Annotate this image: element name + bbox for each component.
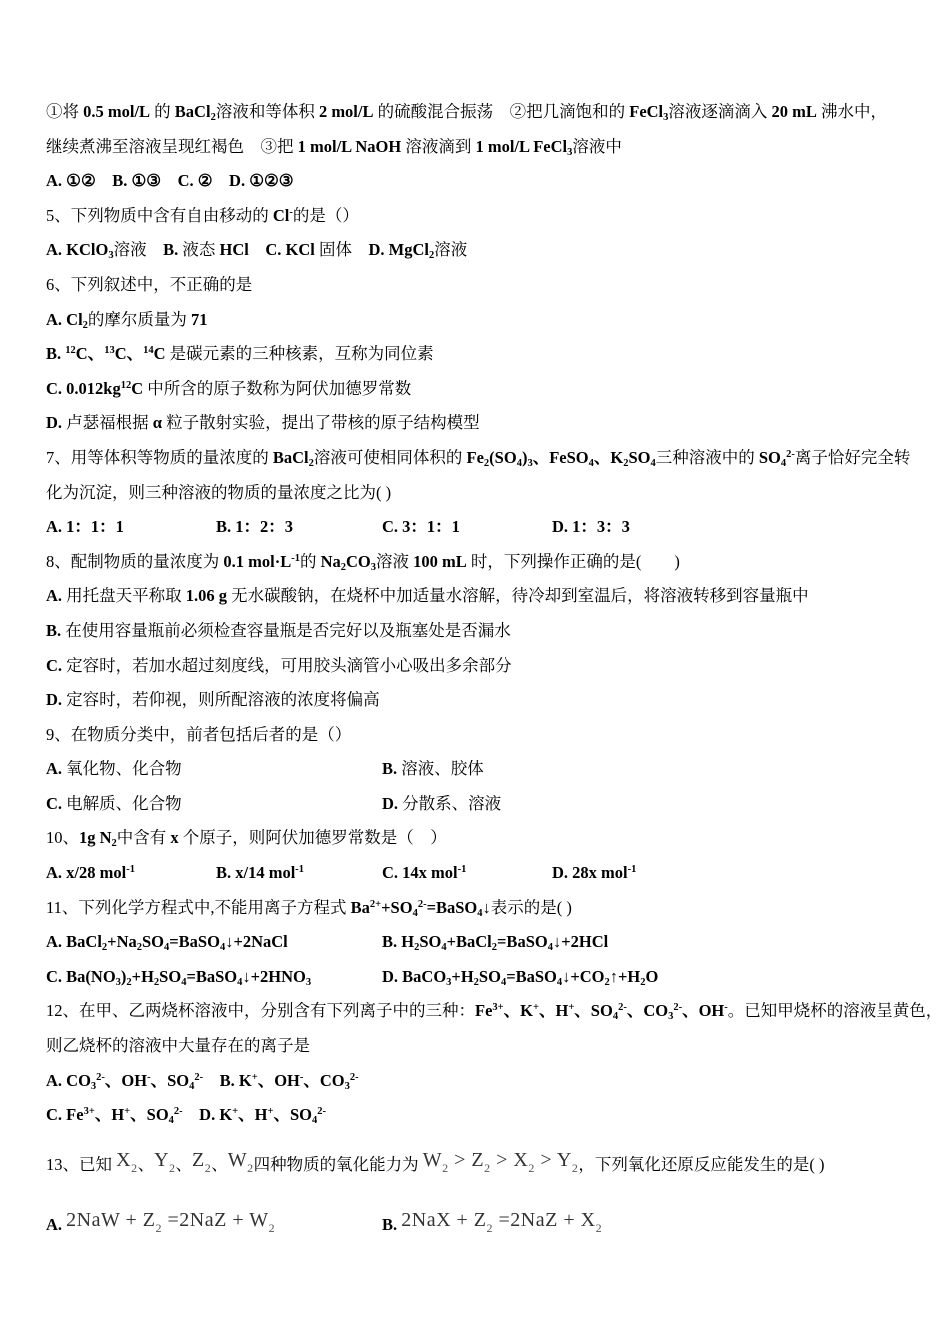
question-11-options-row-2-col-1: C. $Ba(NO_3)_2+H_2SO_4=BaSO_4↓+2HNO_3$ [46, 966, 312, 988]
question-6-option-b: B. $^{12}$C、$^{13}$C、$^{14}$C 是碳元素的三种核素，互称为同位素 [46, 344, 434, 364]
question-9-stem: 9、在物质分类中，前者包括后者的是（） [46, 724, 352, 744]
question-10-options [46, 856, 912, 891]
question-13-options-col-1: A. $2NaW + Z_2 =2NaZ + W_2$ [46, 1209, 276, 1236]
question-11-options-row-2 [46, 960, 912, 995]
question-12-stem-line-2: 则乙烧杯的溶液中大量存在的离子是 [46, 1036, 310, 1056]
inline-formula: $W_2$ [227, 1148, 254, 1175]
question-10-options-col-4: D. 28x mol$^{-1}$ [552, 863, 637, 883]
question-9-options-row-1-col-1: A. 氧化物、化合物 [46, 759, 182, 779]
inline-formula: $X_2$ [116, 1148, 138, 1175]
question-9-options-row-1 [46, 752, 912, 787]
question-4-continuation-line-2: 继续煮沸至溶液呈现红褐色 ③把 1 mol/L NaOH 溶液滴到 1 mol/L FeCl$_3$溶液中 [46, 136, 622, 158]
inline-formula: $2NaW + Z_2 =2NaZ + W_2$ [66, 1209, 276, 1236]
question-5-stem: 5、下列物质中含有自由移动的 Cl-的是（） [46, 205, 359, 225]
question-6-option-a: A. $Cl_2$的摩尔质量为 71 [46, 309, 208, 331]
question-9-options-row-2 [46, 787, 912, 822]
question-10-options-col-1: A. x/28 mol$^{-1}$ [46, 863, 135, 883]
question-8-option-a: A. 用托盘天平称取 1.06 g 无水碳酸钠，在烧杯中加适量水溶解，待冷却到室温后，将溶液转移到容量瓶中 [46, 586, 809, 606]
inline-formula: $Z_2$ [192, 1148, 212, 1175]
question-7-stem-line-1: 7、用等体积等物质的量浓度的 BaCl$_2$溶液可使相同体积的 $Fe_2(SO_4)_3$、FeSO$_4$、$K_2SO_4$三种溶液中的 $SO_4^{2-}$离子恰好完全转 [46, 447, 911, 469]
question-13-stem: 13、已知 $X_2$、$Y_2$、$Z_2$、$W_2$四种物质的氧化能力为 $W_2 > Z_2 > X_2 > Y_2$，下列氧化还原反应能发生的是( ) [46, 1148, 825, 1175]
question-12-options-row-2: C. $Fe^{3+}$、H+、$SO_4^{2-}$ D. K+、H+、$SO_4^{2-}$ [46, 1105, 326, 1127]
question-10-options-col-3: C. 14x mol$^{-1}$ [382, 863, 467, 883]
question-5-options: A. KClO$_3$溶液 B. 液态 HCl C. KCl 固体 D. MgCl$_2$溶液 [46, 240, 468, 262]
question-7-options-col-2: B. 1：2：3 [216, 517, 294, 537]
question-7-options-col-3: C. 3：1：1 [382, 517, 460, 537]
question-4-continuation-line-1: ①将 0.5 mol/L 的 BaCl$_2$溶液和等体积 2 mol/L 的硫酸混合振荡 ②把几滴饱和的 FeCl$_3$溶液逐滴滴入 20 mL 沸水中， [46, 102, 888, 123]
question-11-options-row-1 [46, 925, 912, 960]
inline-formula: $2NaX + Z_2 =2NaZ + X_2$ [401, 1209, 603, 1236]
question-13-options-col-2: B. $2NaX + Z_2 =2NaZ + X_2$ [382, 1209, 603, 1236]
question-7-stem-line-2: 化为沉淀，则三种溶液的物质的量浓度之比为( ) [46, 482, 392, 502]
question-4-options: A. ①② B. ①③ C. ② D. ①②③ [46, 171, 294, 191]
inline-formula: $W_2 > Z_2 > X_2 > Y_2$ [422, 1148, 579, 1175]
question-8-option-c: C. 定容时，若加水超过刻度线，可用胶头滴管小心吸出多余部分 [46, 655, 512, 675]
question-8-stem: 8、配制物质的量浓度为 0.1 $mol\cdot L^{-1}$的 $Na_2CO_3$溶液 100 mL 时，下列操作正确的是( ) [46, 551, 680, 573]
question-7-options [46, 510, 912, 545]
question-9-options-row-2-col-2: D. 分散系、溶液 [382, 793, 502, 813]
question-10-options-col-2: B. x/14 mol$^{-1}$ [216, 863, 305, 883]
question-6-stem: 6、下列叙述中，不正确的是 [46, 274, 253, 294]
question-11-options-row-1-col-2: B. $H_2SO_4+BaCl_2=BaSO_4↓+2HCl$ [382, 932, 609, 954]
question-7-options-col-1: A. 1：1：1 [46, 517, 124, 537]
question-9-options-row-2-col-1: C. 电解质、化合物 [46, 793, 182, 813]
question-12-stem-line-1: 12、在甲、乙两烧杯溶液中，分别含有下列离子中的三种：$Fe^{3+}$、K+、H+、$SO_4^{2-}$、$CO_3^{2-}$、OH-。已知甲烧杯的溶液呈黄色， [46, 1001, 943, 1023]
question-12-options-row-1: A. $CO_3^{2-}$、OH-、$SO_4^{2-}$ B. K+、OH-、$CO_3^{2-}$ [46, 1070, 359, 1092]
question-10-stem: 10、1g $N_2$中含有 x 个原子，则阿伏加德罗常数是（ ） [46, 828, 447, 850]
inline-formula: $Y_2$ [154, 1148, 176, 1175]
question-11-stem: 11、下列化学方程式中,不能用离子方程式 $Ba^{2+}+SO_4^{2-}=BaSO_4↓$表示的是( ) [46, 897, 572, 919]
question-6-option-c: C. $0.012kg^{12}C$ 中所含的原子数称为阿伏加德罗常数 [46, 378, 412, 398]
question-8-option-b: B. 在使用容量瓶前必须检查容量瓶是否完好以及瓶塞处是否漏水 [46, 620, 511, 640]
question-8-option-d: D. 定容时，若仰视，则所配溶液的浓度将偏高 [46, 690, 380, 710]
question-7-options-col-4: D. 1：3：3 [552, 517, 630, 537]
question-13-options [46, 1203, 912, 1238]
question-6-option-d: D. 卢瑟福根据 α 粒子散射实验，提出了带核的原子结构模型 [46, 413, 480, 433]
question-11-options-row-1-col-1: A. $BaCl_2+Na_2SO_4=BaSO_4↓+2NaCl$ [46, 932, 288, 954]
question-9-options-row-1-col-2: B. 溶液、胶体 [382, 759, 484, 779]
question-11-options-row-2-col-2: D. $BaCO_3+H_2SO_4=BaSO_4↓+CO_2↑+H_2O$ [382, 966, 659, 988]
